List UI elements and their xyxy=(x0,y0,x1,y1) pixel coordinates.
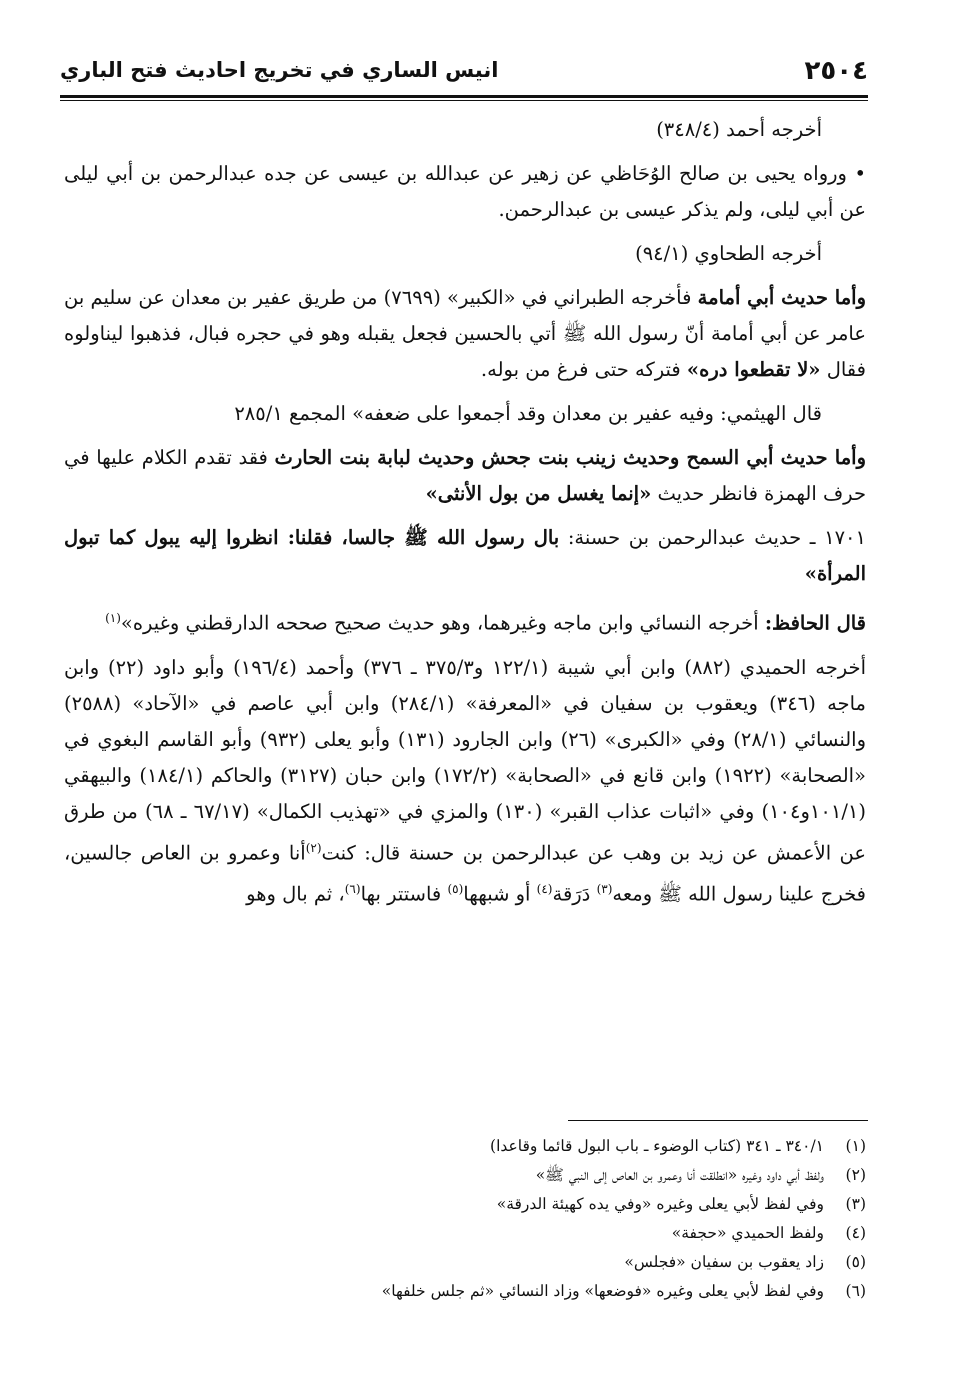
paragraph-abu-umama xyxy=(64,280,866,388)
footnote xyxy=(64,1132,866,1161)
footnote xyxy=(64,1248,866,1277)
text-span: أخرجه الحميدي (٨٨٢) وابن أبي شيبة (١٢٢/١ و٣٧٥/٣ ـ ٣٧٦) وأحمد (١٩٦/٤) وأبو داود (٢٢) وابن ماجه (٣٤٦) ويعقوب بن سفيان في «المعرفة» (٢٨٤/١) وابن أبي عاصم في «الآحاد» (٢٥٨٨) والنسائي (٢٨/١) وفي «الكبرى» (٢٦) وابن الجارود (١٣١) وأبو يعلى (٩٣٢) وأبو القاسم البغوي في «الصحابة» (١٩٢٢) وابن قانع في «الصحابة» (١٧٢/٢) وابن حبان (٣١٢٧) والحاكم (١٨٤/١) والبيهقي (١٠١/١و١٠٤) وفي «اثبات عذاب القبر» (١٣٠) والمزي في «تهذيب الكمال» (٦٧/١٧ ـ ٦٨) من طرق عن الأعمش عن زيد بن وهب عن عبدالرحمن بن حسنة قال: كنت xyxy=(64,655,867,864)
paragraph-tahawi: أخرجه الطحاوي (٩٤/١) xyxy=(635,242,822,265)
footnote-text: ولفظ أبي داود وغيره «انطلقت أنا وعمرو بن العاص إلى النبي ﷺ» xyxy=(535,1166,824,1184)
running-title: انيس الساري في تخريج احاديث فتح الباري xyxy=(60,58,499,82)
footnote xyxy=(64,1219,866,1248)
quote-text: «إنما يغسل من بول الأنثى» xyxy=(425,482,652,505)
paragraph-haythami: قال الهيثمي: وفيه عفير بن معدان وقد أجمعوا على ضعفه» المجمع ٢٨٥/١ xyxy=(234,402,822,425)
footnote-number: (٣) xyxy=(845,1195,866,1213)
footnote-text: ٣٤٠/١ ـ ٣٤١ (كتاب الوضوء ـ باب البول قائما وقاعدا) xyxy=(490,1137,824,1155)
footnote-text: ولفظ الحميدي «حجفة» xyxy=(671,1224,824,1242)
text-span: دَرَقة xyxy=(552,882,597,906)
text-span: أخرجه النسائي وابن ماجه وغيرهما، وهو حديث صحيح صححه الدارقطني وغيره» xyxy=(120,611,765,635)
main-text xyxy=(64,112,866,921)
footnote-separator xyxy=(568,1120,868,1121)
footnote-ref: (٦) xyxy=(344,882,361,896)
footnote-number: (٦) xyxy=(845,1282,866,1300)
footnote xyxy=(64,1277,866,1306)
heading-abu-umama: وأما حديث أبي أمامة xyxy=(697,286,866,309)
footnote-number: (٤) xyxy=(845,1224,866,1242)
text-span: فاستتر بها xyxy=(360,882,448,906)
text-span: أنا وعمرو بن العاص جالسين، فخرج علينا رسول الله ﷺ ومعه xyxy=(64,841,866,906)
hadith-1701 xyxy=(64,520,866,592)
footnote-ref: (٥) xyxy=(447,882,464,896)
text-span: فقد تقدم الكلام عليها في حرف الهمزة فانظر حديث xyxy=(64,446,866,505)
footnote-ref: (٤) xyxy=(536,882,553,896)
page-number: ٢٥٠٤ xyxy=(804,56,868,86)
footnote-text: زاد يعقوب بن سفيان «فجلس» xyxy=(624,1253,824,1271)
footnote-ref: (١) xyxy=(105,611,121,625)
paragraph-takhrij xyxy=(64,650,866,913)
paragraph-yahya: • ورواه يحيى بن صالح الوُحَاظي عن زهير عن عبدالله بن عيسى عن جده عبدالرحمن بن أبي ليلى عن أبي ليلى، ولم يذكر عيسى بن عبدالرحمن. xyxy=(64,162,866,221)
footnotes xyxy=(64,1132,866,1306)
hadith-number: ١٧٠١ ـ حديث عبدالرحمن بن حسنة: xyxy=(559,526,866,549)
footnote-text: وفي لفظ لأبي يعلى وغيره «فوضعها» وزاد النسائي «ثم جلس خلفها» xyxy=(381,1282,824,1300)
quote-text: «لا تقطعوا دره» xyxy=(686,358,821,381)
paragraph-ahmad: أخرجه أحمد (٣٤٨/٤) xyxy=(656,118,822,141)
header-rule-thin xyxy=(60,100,868,101)
footnote-ref: (٢) xyxy=(305,840,322,855)
footnote xyxy=(64,1161,866,1190)
footnote-text: وفي لفظ لأبي يعلى وغيره «وفي يده كهيئة الدرقة» xyxy=(496,1195,824,1213)
paragraph-hafiz xyxy=(64,600,866,642)
text-span: أو شبهها xyxy=(463,882,537,906)
text-span: ، ثم بال وهو xyxy=(246,882,345,906)
paragraph-abu-samh xyxy=(64,440,866,512)
page-header xyxy=(60,52,868,96)
footnote-number: (٢) xyxy=(845,1166,866,1184)
text-span: فتركه حتى فرغ من بوله. xyxy=(480,358,687,381)
footnote-ref: (٣) xyxy=(596,882,613,896)
footnote-number: (١) xyxy=(845,1137,866,1155)
heading-abu-samh: وأما حديث أبي السمح وحديث زينب بنت جحش وحديث لبابة بنت الحارث xyxy=(274,446,866,469)
hadith-text: بال رسول الله ﷺ جالسا، فقلنا: انظروا إليه يبول كما تبول المرأة» xyxy=(64,526,866,585)
heading-hafiz: قال الحافظ: xyxy=(764,611,866,635)
header-rule xyxy=(60,95,868,98)
text-span: فأخرجه الطبراني في «الكبير» (٧٦٩٩) من طريق عفير بن معدان عن سليم بن عامر عن أبي أمامة أنّ رسول الله ﷺ أتي بالحسين فجعل يقبله وهو في حجره فبال، فذهبوا ليناولوه فقال xyxy=(64,286,866,381)
footnote xyxy=(64,1190,866,1219)
footnote-number: (٥) xyxy=(845,1253,866,1271)
